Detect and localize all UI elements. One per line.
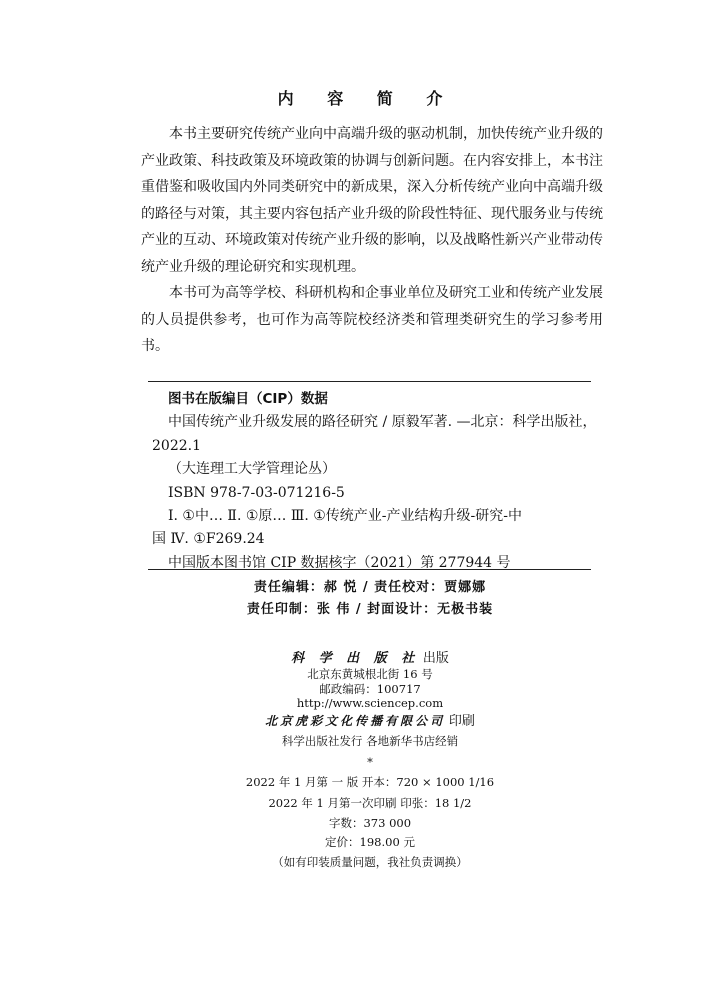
- printer-line: [0, 710, 720, 729]
- distribution-line: 科学出版社发行 各地新华书店经销: [281, 734, 459, 748]
- cip-line: ISBN 978-7-03-071216-5: [168, 484, 345, 501]
- cip-line: （大连理工大学管理论丛）: [168, 461, 336, 478]
- cip-line: Ⅰ. ①中… Ⅱ. ①原… Ⅲ. ①传统产业-产业结构升级-研究-中: [168, 508, 522, 525]
- cip-block: [150, 388, 597, 575]
- intro-paragraph-1: [141, 121, 603, 280]
- publisher-postcode: 邮政编码：100717: [319, 682, 421, 696]
- publisher-name-suffix: 出版: [422, 651, 449, 666]
- intro-line: 本书可为高等学校、科研机构和企事业单位及研究工业和传统产业发: [169, 285, 589, 301]
- publisher-line: [0, 647, 720, 666]
- intro-line: 的产业政策、科技政策及环境政策的协调与创新问题。在内容安排上，本: [141, 126, 603, 169]
- edition-line: 2022 年 1 月第 一 版 开本：720 × 1000 1/16: [245, 775, 495, 789]
- quality-note: （如有印装质量问题，我社负责调换）: [272, 855, 468, 869]
- page-title: 内 容 简 介: [277, 89, 457, 108]
- publisher-url: http://www.sciencep.com: [296, 696, 444, 710]
- price: 定价：198.00 元: [325, 835, 415, 849]
- printer-name: 北京虎彩文化传播有限公司: [265, 714, 446, 728]
- intro-text: [141, 121, 603, 360]
- cip-bottom-rule: [148, 569, 591, 570]
- publisher-name: 科 学 出 版 社: [291, 651, 420, 666]
- printing-line: 2022 年 1 月第一次印刷 印张：18 1/2: [268, 796, 472, 810]
- cip-line: 国 Ⅳ. ①F269.24: [152, 531, 265, 548]
- intro-paragraph-2: [141, 280, 603, 360]
- intro-line: 用书。: [141, 311, 603, 354]
- intro-line: 业与传统产业的互动、环境政策对传统产业升级的影响，以及战略性新兴: [141, 205, 603, 248]
- intro-line: 产业带动传统产业升级的理论研究和实现机理。: [141, 232, 603, 275]
- cip-heading: 图书在版编目（CIP）数据: [168, 391, 328, 407]
- separator-star: *: [367, 755, 373, 769]
- credits-line-1: 责任编辑：郝 悦 / 责任校对：贾娜娜: [253, 580, 487, 595]
- publisher-address: 北京东黄城根北街 16 号: [307, 667, 433, 681]
- cip-line: 2022.1: [152, 437, 201, 454]
- intro-line: 端升级的路径与对策，其主要内容包括产业升级的阶段性特征、现代服务: [141, 179, 603, 222]
- intro-line: 展的人员提供参考，也可作为高等院校经济类和管理类研究生的学习参考: [141, 285, 603, 328]
- printer-suffix: 印刷: [448, 714, 475, 729]
- cip-top-rule: [148, 381, 591, 382]
- credits-line-2: 责任印制：张 伟 / 封面设计：无极书装: [246, 602, 494, 617]
- word-count: 字数：373 000: [328, 816, 412, 830]
- cip-line: 中国传统产业升级发展的路径研究 / 原毅军著. —北京：科学出版社，: [168, 414, 597, 431]
- intro-line: 本书主要研究传统产业向中高端升级的驱动机制，加快传统产业升级: [169, 126, 589, 142]
- cip-line: 中国版本图书馆 CIP 数据核字（2021）第 277944 号: [168, 554, 511, 571]
- intro-line: 书注重借鉴和吸收国内外同类研究中的新成果，深入分析传统产业向中高: [141, 152, 603, 195]
